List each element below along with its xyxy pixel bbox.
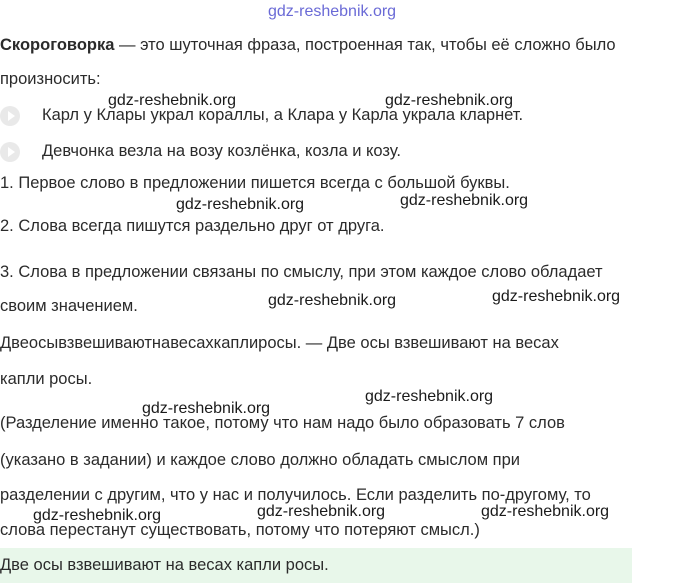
explanation-line: разделении с другим, что у нас и получилось. Если разделить по-другому, то [0, 486, 591, 504]
explanation-line: слова перестанут существовать, потому что потеряют смысл.) [0, 521, 480, 539]
watermark: gdz-reshebnik.org [268, 292, 397, 309]
answer-text: Две осы взвешивают на весах капли росы. [0, 556, 329, 574]
definition: — это шуточная фраза, построенная так, чтобы её сложно было [114, 36, 616, 54]
rule-3-cont: своим значением. [0, 297, 138, 315]
rule-2: 2. Слова всегда пишутся раздельно друг от друга. [0, 217, 385, 235]
watermark-top: gdz-reshebnik.org [268, 3, 397, 20]
watermark: gdz-reshebnik.org [385, 92, 514, 109]
watermark: gdz-reshebnik.org [142, 400, 271, 417]
task-line: Двеосывзвешиваютнавесахкаплиросы. — Две осы взвешивают на весах [0, 334, 559, 352]
explanation-line: (указано в задании) и каждое слово должно обладать смыслом при [0, 451, 520, 469]
watermark: gdz-reshebnik.org [108, 92, 237, 109]
rule-1: 1. Первое слово в предложении пишется всегда с большой буквы. [0, 174, 510, 192]
rule-3: 3. Слова в предложении связаны по смыслу, при этом каждое слово обладает [0, 263, 603, 281]
example-2: Девчонка везла на возу козлёнка, козла и козу. [42, 142, 401, 160]
watermark: gdz-reshebnik.org [365, 388, 494, 405]
term: Скороговорка [0, 36, 115, 54]
watermark: gdz-reshebnik.org [33, 507, 162, 524]
watermark: gdz-reshebnik.org [481, 503, 610, 520]
play-bullet-icon [0, 142, 20, 162]
intro-line-cont: произносить: [0, 70, 101, 88]
intro-line [0, 36, 616, 55]
watermark: gdz-reshebnik.org [492, 288, 621, 305]
play-bullet-icon [0, 106, 20, 126]
watermark: gdz-reshebnik.org [257, 503, 386, 520]
example-1: Карл у Клары украл кораллы, а Клара у Карла украла кларнет. [42, 106, 524, 124]
task-line-cont: капли росы. [0, 370, 93, 388]
watermark: gdz-reshebnik.org [176, 196, 305, 213]
watermark: gdz-reshebnik.org [400, 192, 529, 209]
explanation-line: (Разделение именно такое, потому что нам надо было образовать 7 слов [0, 414, 565, 432]
